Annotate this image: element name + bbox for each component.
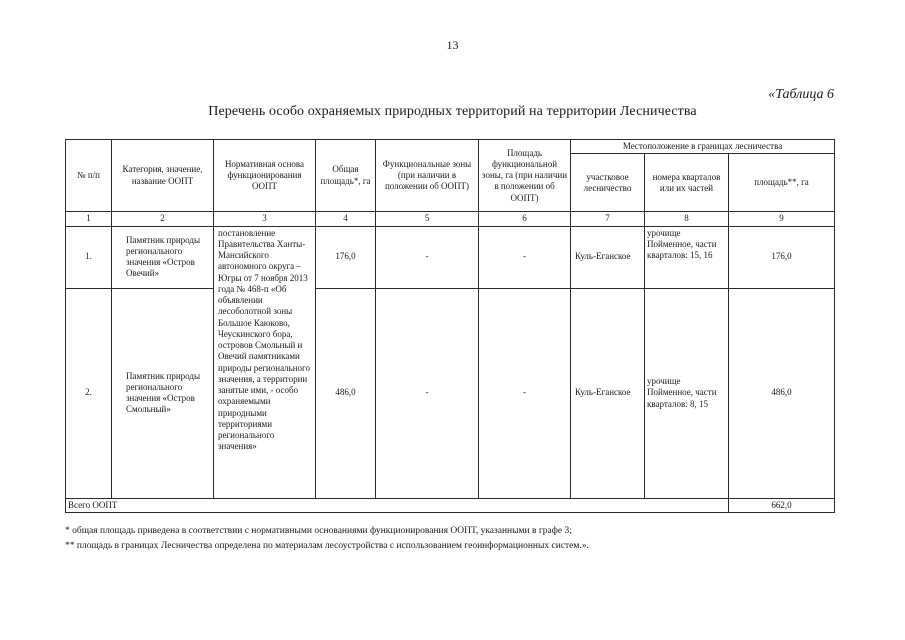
row-district: Куль-Еганское — [571, 226, 645, 288]
row-func-zones: - — [376, 288, 479, 498]
header-total-area: Общая площадь*, га — [316, 140, 376, 212]
footnotes — [65, 524, 845, 553]
row-quarters: урочище Пойменное, части кварталов: 8, 15 — [645, 288, 729, 498]
row-total-area: 486,0 — [316, 288, 376, 498]
column-number: 8 — [645, 212, 729, 226]
document-title: Перечень особо охраняемых природных территорий на территории Лесничества — [208, 104, 697, 119]
row-district: Куль-Еганское — [571, 288, 645, 498]
header-num: № п/п — [66, 140, 112, 212]
header-normative: Нормативная основа функционирования ООПТ — [214, 140, 316, 212]
total-label: Всего ООПТ — [66, 498, 729, 512]
header-category: Категория, значение, название ООПТ — [112, 140, 214, 212]
header-quarters: номера кварталов или их частей — [645, 154, 729, 212]
row-normative-basis: постановление Правительства Ханты-Мансийского автономного округа – Югры от 7 ноября 2013 года № 468-п «Об объявлении лесоболотной зоны Большое Каюково, Чеускинского бора, островов Смольный и Овечий памятниками природы регионального значения, а территории занятые ими, - особо охраняемыми природными территориями регионального значения» — [214, 226, 316, 498]
row-area: 486,0 — [729, 288, 835, 498]
row-func-area: - — [479, 226, 571, 288]
table-reference: «Таблица 6 — [768, 87, 834, 102]
row-category: Памятник природы регионального значения «Остров Смольный» — [112, 288, 214, 498]
total-row — [66, 498, 835, 512]
row-func-area: - — [479, 288, 571, 498]
header-func-area: Площадь функциональной зоны, га (при наличии в положении об ООПТ) — [479, 140, 571, 212]
header-func-zones: Функциональные зоны (при наличии в положении об ООПТ) — [376, 140, 479, 212]
column-number: 7 — [571, 212, 645, 226]
header-location: Местоположение в границах лесничества — [571, 140, 835, 154]
column-number: 4 — [316, 212, 376, 226]
row-number: 1. — [66, 226, 112, 288]
footnote: * общая площадь приведена в соответствии с нормативными основаниями функционирования ООПТ, указанными в графе 3; — [65, 526, 572, 536]
page-number: 13 — [446, 38, 459, 52]
footnote: ** площадь в границах Лесничества определена по материалам лесоустройства с использованием геоинформационных систем.». — [65, 540, 589, 551]
row-number: 2. — [66, 288, 112, 498]
column-number: 3 — [214, 212, 316, 226]
column-number-row — [66, 212, 835, 226]
row-func-zones: - — [376, 226, 479, 288]
column-number: 6 — [479, 212, 571, 226]
oopt-table — [65, 139, 835, 513]
table-row — [66, 226, 835, 288]
header-area: площадь**, га — [729, 154, 835, 212]
row-area: 176,0 — [729, 226, 835, 288]
column-number: 9 — [729, 212, 835, 226]
row-total-area: 176,0 — [316, 226, 376, 288]
header-district: участковое лесничество — [571, 154, 645, 212]
row-category: Памятник природы регионального значения «Остров Овечий» — [112, 226, 214, 288]
table-row — [66, 288, 835, 498]
column-number: 2 — [112, 212, 214, 226]
column-number: 5 — [376, 212, 479, 226]
total-value: 662,0 — [729, 498, 835, 512]
row-quarters: урочище Пойменное, части кварталов: 15, 16 — [645, 226, 729, 288]
column-number: 1 — [66, 212, 112, 226]
